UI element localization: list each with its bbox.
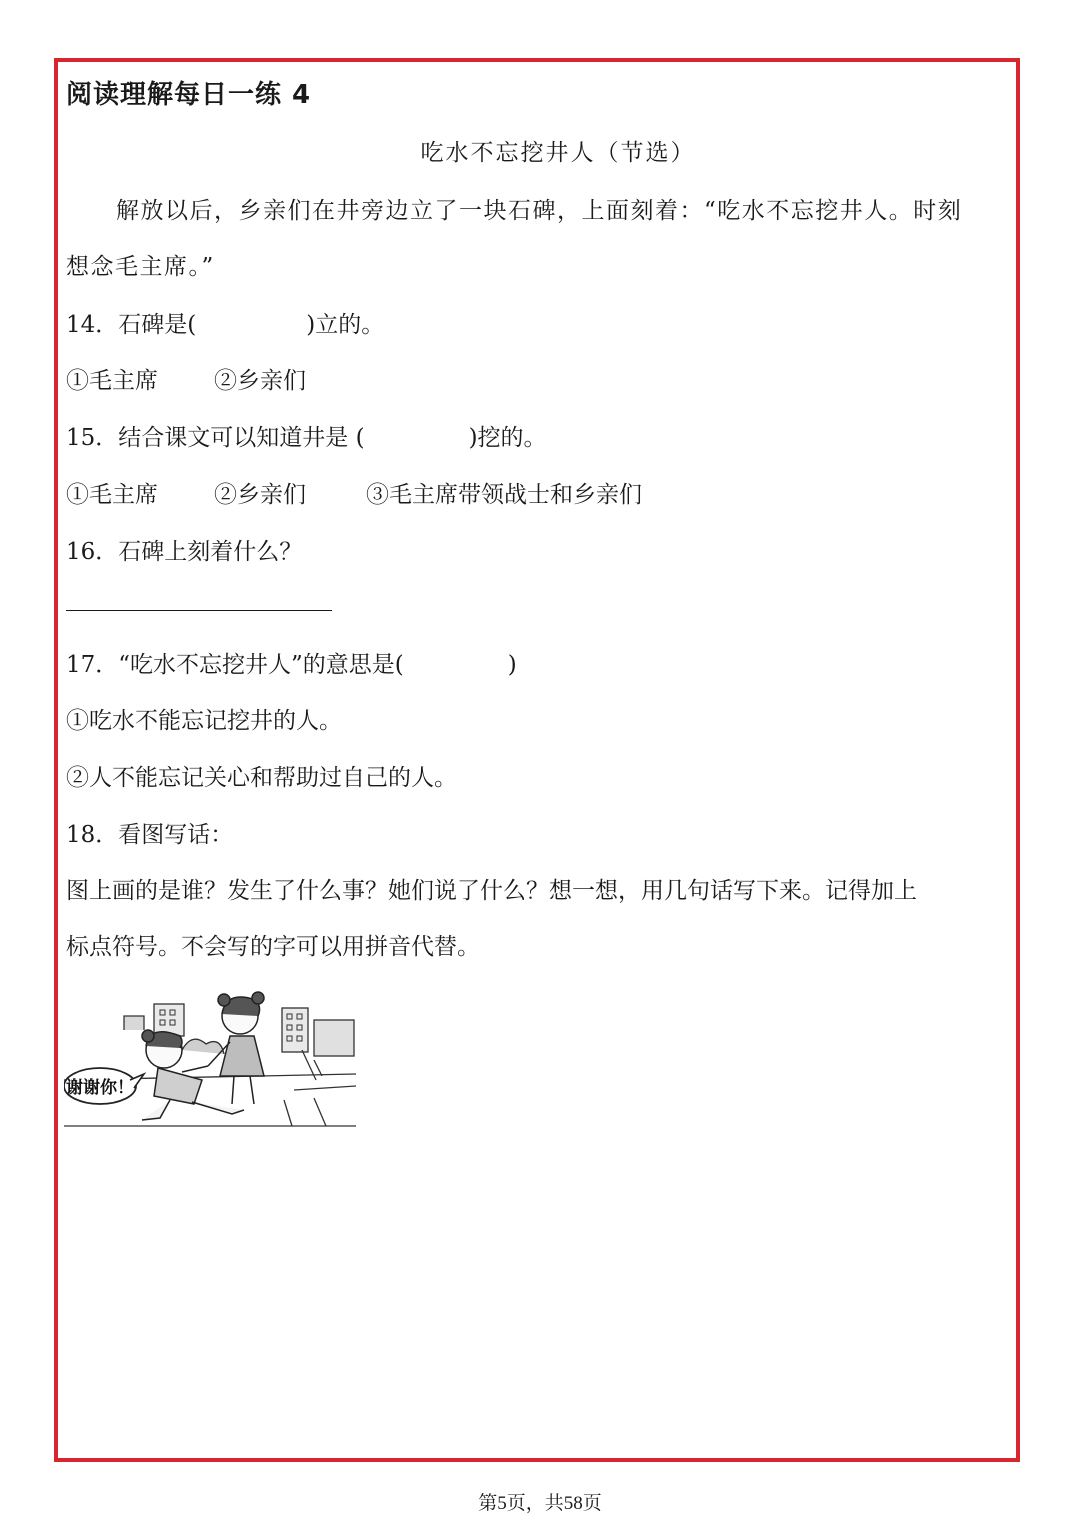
question-14-option-1[interactable]: ①毛主席 [66,368,158,394]
passage-line-2: 想念毛主席。” [66,254,215,280]
question-18: 18．看图写话： [66,822,234,848]
question-14-prompt: 14．石碑是( [66,312,197,338]
page-heading: 阅读理解每日一练 4 [66,80,312,110]
question-18-instruction-2: 标点符号。不会写的字可以用拼音代替。 [66,934,480,960]
page-number: 第5页，共58页 [478,1493,602,1514]
passage-line-1: 解放以后，乡亲们在井旁边立了一块石碑，上面刻着：“吃水不忘挖井人。时刻 [116,198,963,224]
helping-girls-illustration [64,980,356,1128]
question-15-prompt: 15．结合课文可以知道井是 ( [66,425,365,451]
question-14-suffix: )立的。 [306,312,385,338]
question-17-option-2[interactable]: ②人不能忘记关心和帮助过自己的人。 [66,765,457,791]
question-18-instruction-1: 图上画的是谁？发生了什么事？她们说了什么？想一想，用几句话写下来。记得加上 [66,878,917,904]
question-16: 16．石碑上刻着什么？ [66,539,303,565]
question-14-option-2[interactable]: ②乡亲们 [214,368,306,394]
question-17 [66,646,517,679]
question-15-options [66,476,642,509]
question-17-option-1[interactable]: ①吃水不能忘记挖井的人。 [66,708,342,734]
question-15 [66,419,547,452]
question-15-suffix: )挖的。 [468,425,547,451]
question-15-option-1[interactable]: ①毛主席 [66,482,158,508]
question-14-options [66,362,306,395]
question-15-option-3[interactable]: ③毛主席带领战士和乡亲们 [366,482,642,508]
question-17-suffix: ) [507,652,517,678]
passage-title: 吃水不忘挖井人（节选） [420,140,696,166]
answer-line-16[interactable] [66,610,332,611]
question-15-option-2[interactable]: ②乡亲们 [214,482,306,508]
question-17-prompt: 17．“吃水不忘挖井人”的意思是( [66,652,404,678]
question-14 [66,306,384,339]
speech-bubble-text: 谢谢你！ [66,1078,134,1098]
